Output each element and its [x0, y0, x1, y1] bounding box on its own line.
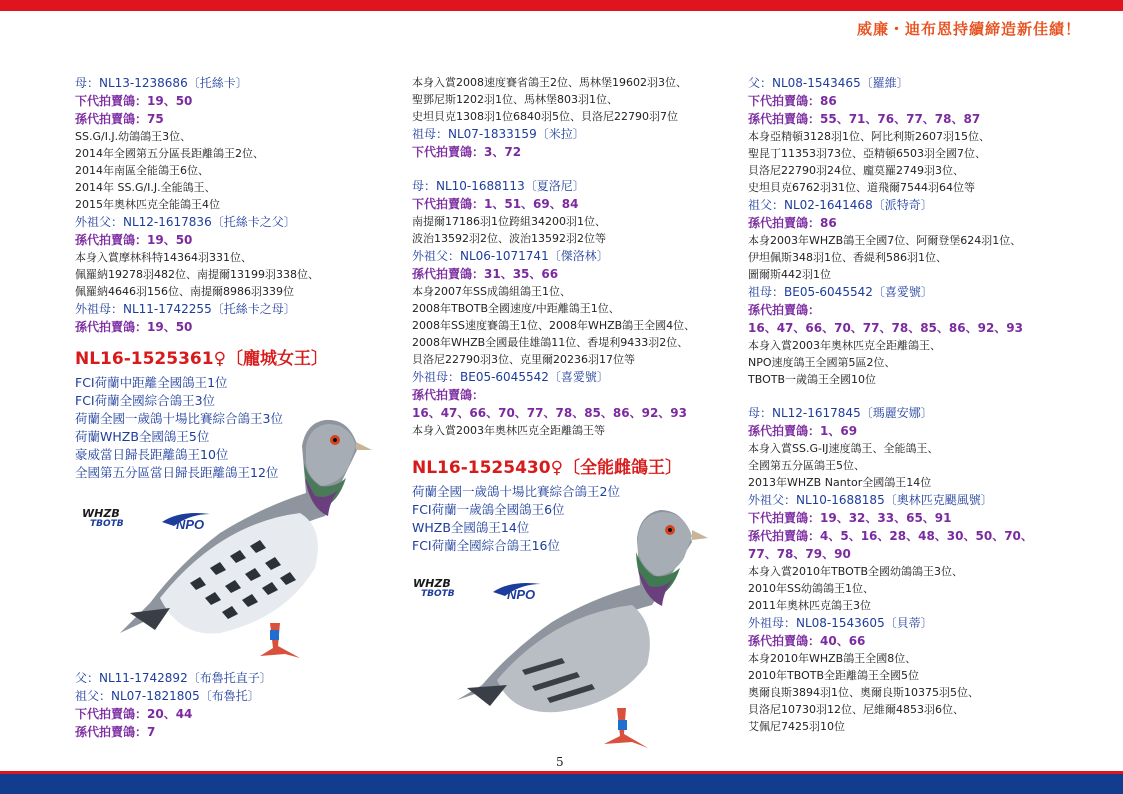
pedigree-line: 16、47、66、70、77、78、85、86、92、93 [412, 406, 687, 420]
pedigree-line: 伊坦佩斯348羽1位、香緹利586羽1位、 [748, 251, 947, 264]
pedigree-line: 2008年TBOTB全國速度/中距離鴿王1位、 [412, 302, 620, 315]
pedigree-line: 貝洛尼22790羽24位、龐莫羅2749羽3位、 [748, 164, 964, 177]
pedigree-line: 孫代拍賣鴿：75 [75, 112, 164, 126]
npo-logo [491, 580, 551, 602]
pedigree-line: 母：NL12-1617845〔瑪麗安娜〕 [748, 406, 933, 420]
pedigree-line: 史坦貝克1308羽1位6840羽5位、貝洛尼22790羽7位 [412, 110, 678, 123]
bird1-honour: 豪威當日歸長距離鴿王10位 [75, 447, 229, 462]
bird1-honour: 荷蘭全國一歲鴿十場比賽綜合鴿王3位 [75, 411, 283, 426]
pedigree-line: 本身2007年SS成鴿組鴿王1位、 [412, 285, 571, 298]
pedigree-line: 孫代拍賣鴿：1、69 [748, 424, 858, 438]
page-number: 5 [556, 755, 564, 769]
pedigree-line: 外祖父：NL10-1688185〔奧林匹克颶風號〕 [748, 493, 993, 507]
pedigree-line: 祖母：NL07-1833159〔米拉〕 [412, 127, 585, 141]
page-slogan: 威廉・迪布恩持續締造新佳績！ [856, 20, 1081, 38]
pigeon-image-middle [452, 500, 712, 762]
pedigree-line: 奧爾良斯3894羽1位、奧爾良斯10375羽5位、 [748, 686, 979, 699]
whzb-logo: WHZB TBOTB [82, 507, 124, 529]
pedigree-line: 全國第五分區鴿王5位、 [748, 459, 865, 472]
bird2-honour: 荷蘭全國一歲鴿十場比賽綜合鴿王2位 [412, 484, 620, 499]
pedigree-line: 本身入賞2003年奧林匹克全距離鴿王、 [748, 339, 941, 352]
pedigree-line: 本身亞精頓3128羽1位、阿比利斯2607羽15位、 [748, 130, 990, 143]
pedigree-line: 下代拍賣鴿：1、51、69、84 [412, 197, 579, 211]
pedigree-line: 孫代拍賣鴿：19、50 [75, 320, 193, 334]
pedigree-line: 外祖父：NL12-1617836〔托絲卡之父〕 [75, 215, 296, 229]
pedigree-line: 2010年SS幼鴿鴿王1位、 [748, 582, 874, 595]
right-column-pedigree [748, 74, 1088, 735]
pedigree-line: 艾佩尼7425羽10位 [748, 720, 845, 733]
pedigree-line: 外祖母：NL11-1742255〔托絲卡之母〕 [75, 302, 296, 316]
pedigree-line: 2013年WHZB Nantor全國鴿王14位 [748, 476, 932, 489]
pedigree-line [412, 161, 732, 177]
pedigree-line: 本身入賞2008速度賽省鴿王2位、馬林堡19602羽3位、 [412, 76, 687, 89]
pedigree-line: 2010年TBOTB全距離鴿王全國5位 [748, 669, 919, 682]
bird2-honour: FCI荷蘭一歲鴿全國鴿王6位 [412, 502, 565, 517]
pedigree-line: 佩羅納4646羽156位、南提爾8986羽339位 [75, 285, 294, 298]
pedigree-line: TBOTB一歲鴿王全國10位 [748, 373, 876, 386]
pedigree-line: 2008年WHZB全國最佳雄鴿11位、香堤利9433羽2位、 [412, 336, 689, 349]
pedigree-line: 孫代拍賣鴿：40、66 [748, 634, 866, 648]
bottom-blue-bar [0, 774, 1123, 794]
bird2-title: NL16-1525430♀〔全能雌鴿王〕 [412, 458, 683, 478]
pedigree-line: 外祖母：BE05-6045542〔喜愛號〕 [412, 370, 609, 384]
bird1-honour: FCI荷蘭中距離全國鴿王1位 [75, 375, 228, 390]
pedigree-line: 母：NL10-1688113〔夏洛尼〕 [412, 179, 585, 193]
pedigree-line: SS.G/I.J.幼鴿鴿王3位、 [75, 130, 192, 143]
pedigree-line: 孫代拍賣鴿：31、35、66 [412, 267, 559, 281]
pedigree-line: 波治13592羽2位、波治13592羽2位等 [412, 232, 606, 245]
pedigree-line: 孫代拍賣鴿：19、50 [75, 233, 193, 247]
pedigree-line: 本身入賞2003年奧林匹克全距離鴿王等 [412, 424, 605, 437]
pedigree-line: 77、78、79、90 [748, 547, 851, 561]
pedigree-line: 下代拍賣鴿：19、50 [75, 94, 193, 108]
sponsor-logos-middle [413, 578, 553, 606]
pedigree-line: 父：NL11-1742892〔布魯托直子〕 [75, 671, 272, 685]
pedigree-line: 聖昆丁11353羽73位、亞精頓6503羽全國7位、 [748, 147, 986, 160]
middle-column-pedigree [412, 74, 732, 439]
pedigree-line: 母：NL13-1238686〔托絲卡〕 [75, 76, 248, 90]
pedigree-line: 2015年奧林匹克全能鴿王4位 [75, 198, 220, 211]
pedigree-line: 祖父：NL02-1641468〔派特奇〕 [748, 198, 933, 212]
pedigree-line: 2014年南區全能鴿王6位、 [75, 164, 209, 177]
pedigree-line: 貝洛尼10730羽12位、尼維爾4853羽6位、 [748, 703, 964, 716]
pedigree-line: 2011年奧林匹克鴿王3位 [748, 599, 871, 612]
pedigree-line: 本身入賞SS.G-IJ速度鴿王、全能鴿王、 [748, 442, 939, 455]
pedigree-line: 下代拍賣鴿：3、72 [412, 145, 522, 159]
pedigree-line: 貝洛尼22790羽3位、克里爾20236羽17位等 [412, 353, 635, 366]
bird1-honour: FCI荷蘭全國綜合鴿王3位 [75, 393, 216, 408]
pedigree-line [748, 388, 1088, 404]
pedigree-line: 16、47、66、70、77、78、85、86、92、93 [748, 321, 1023, 335]
pedigree-line: 父：NL08-1543465〔羅維〕 [748, 76, 909, 90]
pedigree-line: 孫代拍賣鴿：7 [75, 725, 156, 739]
bird1-honour: 全國第五分區當日歸長距離鴿王12位 [75, 465, 279, 480]
whzb-logo: WHZB TBOTB [413, 577, 455, 599]
pedigree-line: 孫代拍賣鴿： [748, 303, 821, 317]
pedigree-line: 本身2003年WHZB鴿王全國7位、阿爾登堡624羽1位、 [748, 234, 1022, 247]
pedigree-line: 佩羅納19278羽482位、南提爾13199羽338位、 [75, 268, 319, 281]
pedigree-line: 孫代拍賣鴿：4、5、16、28、48、30、50、70、 [748, 529, 1033, 543]
bird2-honour: FCI荷蘭全國綜合鴿王16位 [412, 538, 561, 553]
pedigree-line: 孫代拍賣鴿：86 [748, 216, 837, 230]
pedigree-line: 祖父：NL07-1821805〔布魯托〕 [75, 689, 260, 703]
bird1-honour: 荷蘭WHZB全國鴿王5位 [75, 429, 210, 444]
pedigree-line: 2008年SS速度賽鴿王1位、2008年WHZB鴿王全國4位、 [412, 319, 696, 332]
pedigree-line: 本身入賞摩林科特14364羽331位、 [75, 251, 252, 264]
pedigree-line: 祖母：BE05-6045542〔喜愛號〕 [748, 285, 933, 299]
pedigree-line: 南提爾17186羽1位跨組34200羽1位、 [412, 215, 606, 228]
pedigree-line: 孫代拍賣鴿：55、71、76、77、78、87 [748, 112, 981, 126]
pedigree-line: 下代拍賣鴿：20、44 [75, 707, 193, 721]
pedigree-line: 本身入賞2010年TBOTB全國幼鴿鴿王3位、 [748, 565, 963, 578]
pedigree-line: 本身2010年WHZB鴿王全國8位、 [748, 652, 917, 665]
sponsor-logos-left [82, 508, 222, 536]
pedigree-line: 外祖父：NL06-1071741〔傑洛林〕 [412, 249, 609, 263]
pedigree-line: 史坦貝克6762羽31位、道飛爾7544羽64位等 [748, 181, 975, 194]
pedigree-line: 圖爾斯442羽1位 [748, 268, 831, 281]
left-column-pedigree [75, 74, 375, 336]
bird1-pedigree [75, 669, 375, 741]
pedigree-line: NPO速度鴿王全國第5區2位、 [748, 356, 896, 369]
svg-text:NPO: NPO [507, 587, 536, 602]
top-red-bar [0, 0, 1123, 11]
npo-logo [160, 510, 220, 532]
pigeon-image-left [110, 408, 380, 670]
pedigree-line: 2014年全國第五分區長距離鴿王2位、 [75, 147, 264, 160]
pedigree-line: 孫代拍賣鴿： [412, 388, 485, 402]
pedigree-line: 下代拍賣鴿：86 [748, 94, 837, 108]
bird1-title: NL16-1525361♀〔龐城女王〕 [75, 349, 329, 369]
pedigree-line: 下代拍賣鴿：19、32、33、65、91 [748, 511, 952, 525]
pedigree-line: 外祖母：NL08-1543605〔貝蒂〕 [748, 616, 933, 630]
pedigree-line: 2014年 SS.G/I.J.全能鴿王、 [75, 181, 216, 194]
svg-text:NPO: NPO [176, 517, 205, 532]
bird2-honour: WHZB全國鴿王14位 [412, 520, 530, 535]
pedigree-line: 聖鄧尼斯1202羽1位、馬林堡803羽1位、 [412, 93, 618, 106]
